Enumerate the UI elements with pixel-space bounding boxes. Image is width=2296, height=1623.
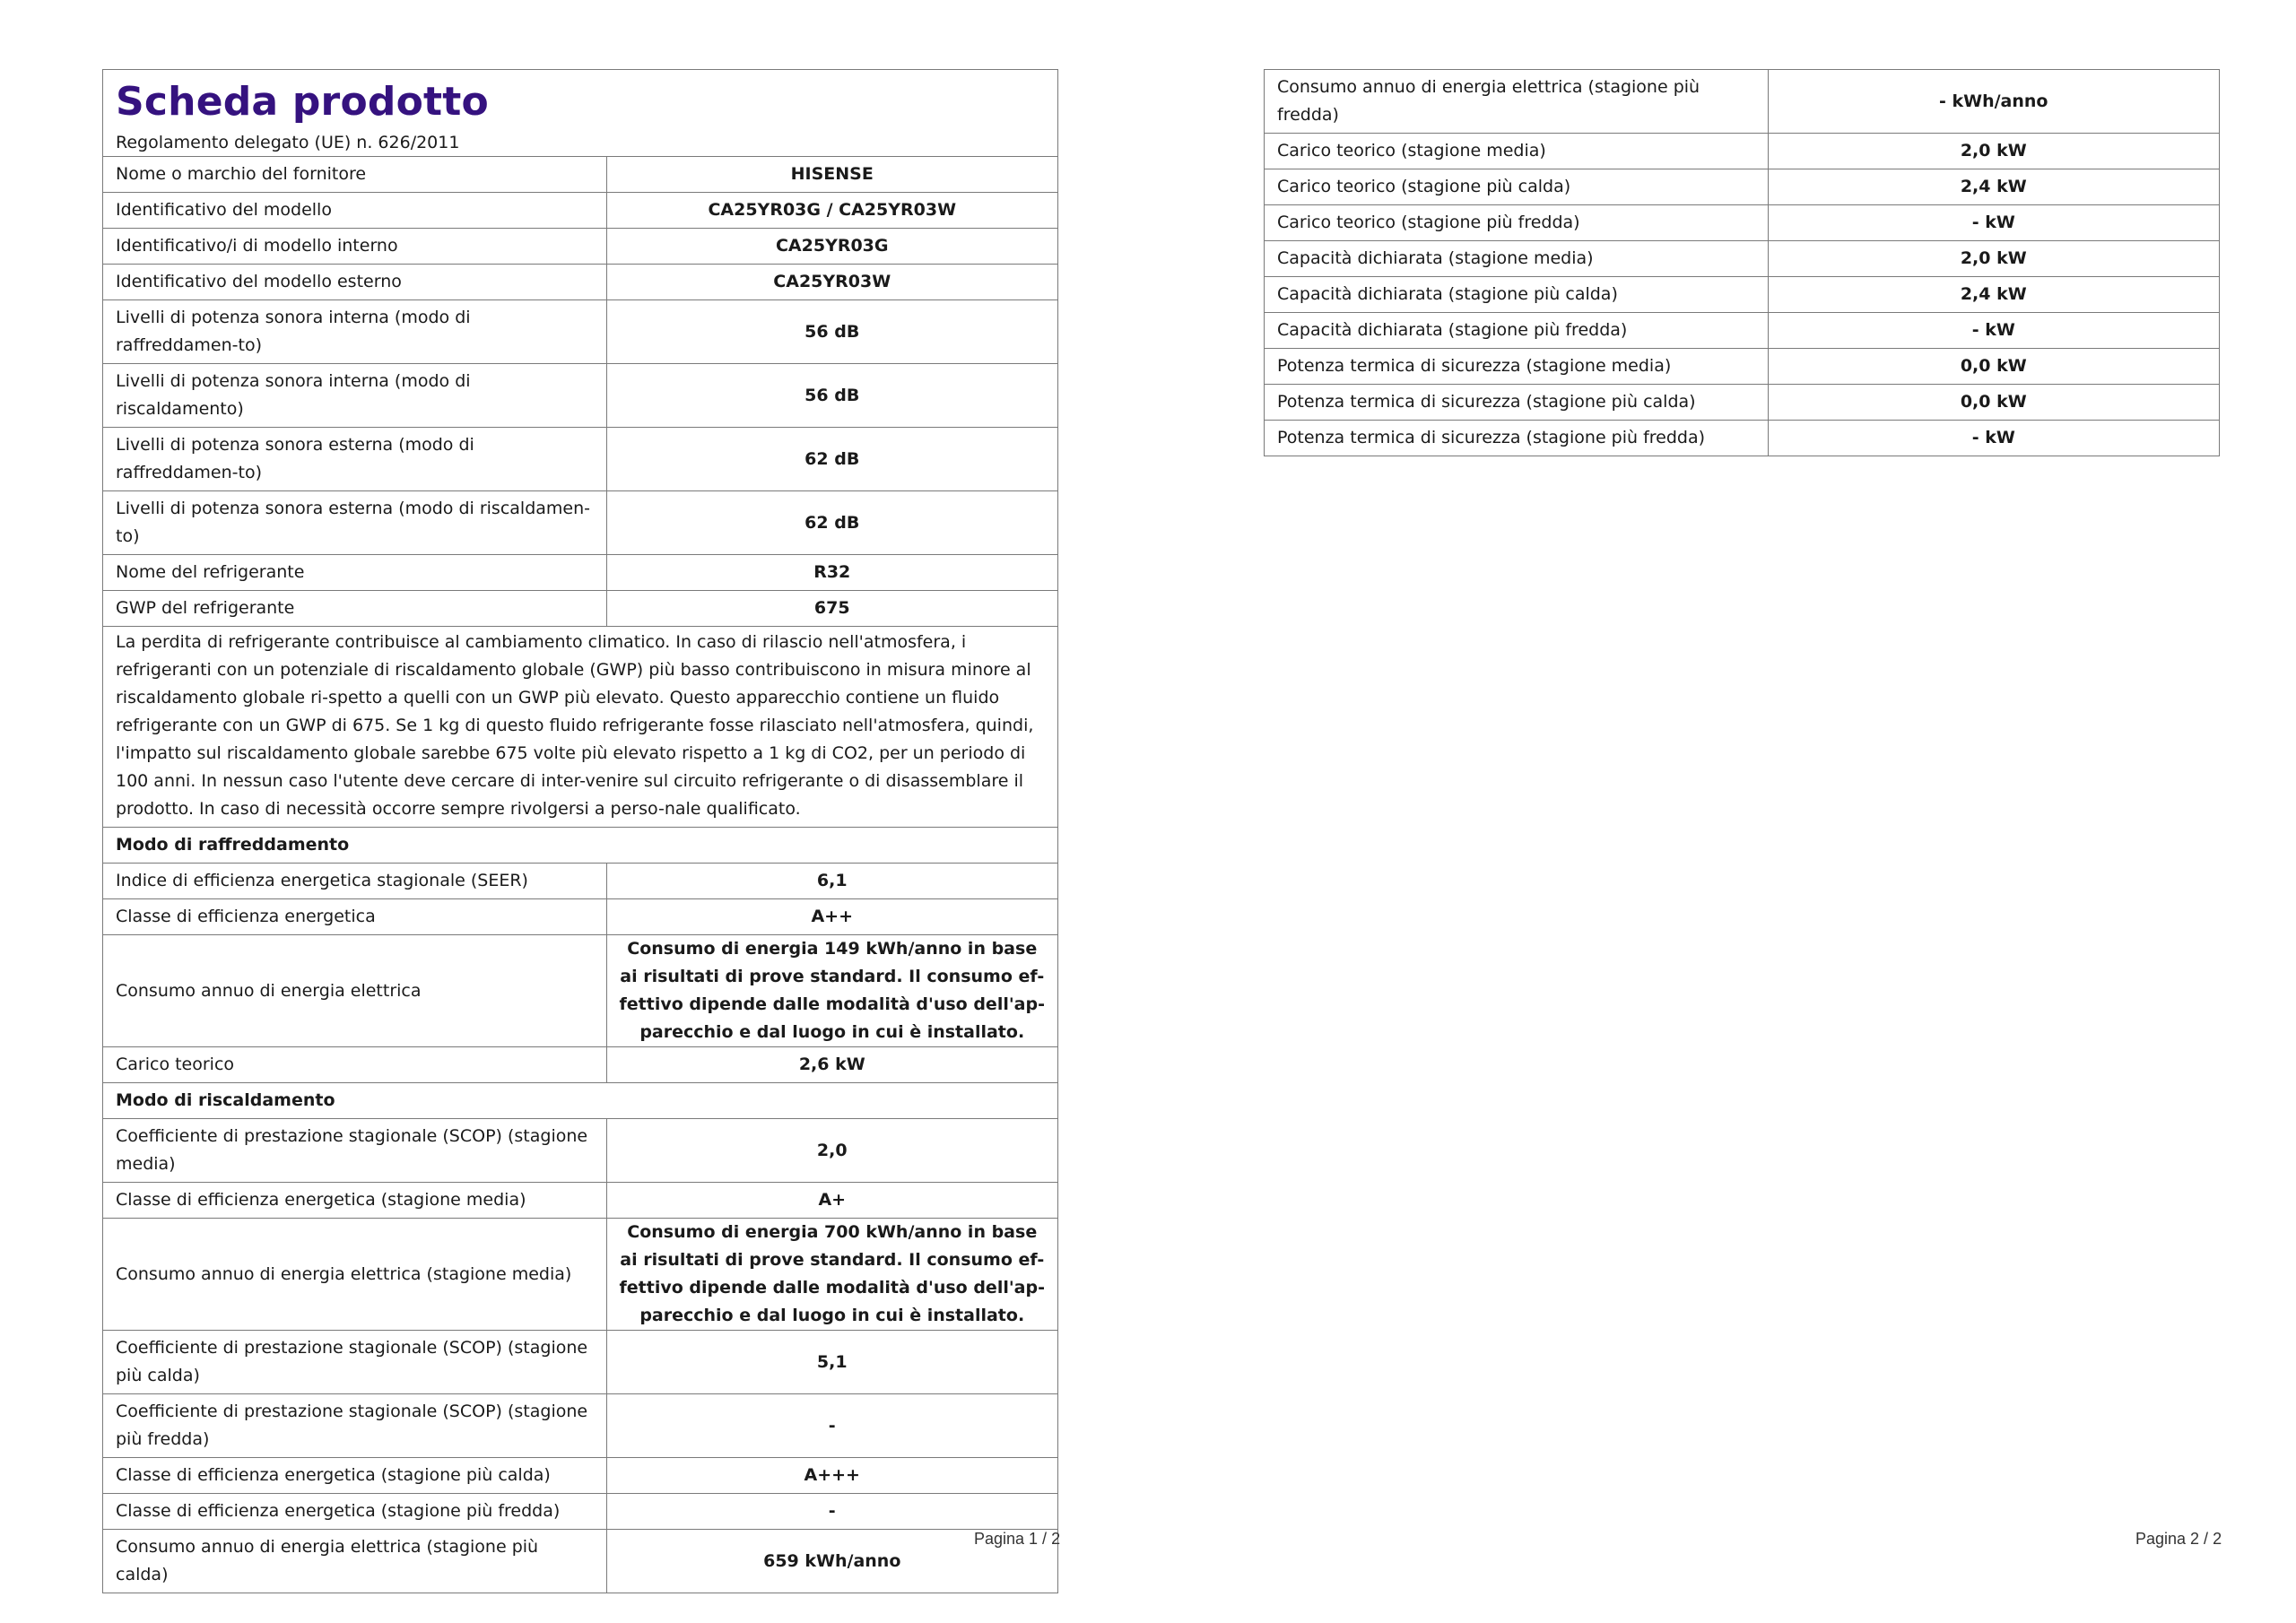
row-value: 2,0 kW [1768, 241, 2220, 277]
table-row [103, 1394, 1058, 1458]
row-value: 0,0 kW [1768, 385, 2220, 421]
product-sheet-page-2 [1264, 69, 2220, 456]
table-row [103, 1494, 1058, 1530]
row-label: Identificativo del modello [103, 193, 607, 229]
row-value: 56 dB [606, 364, 1058, 428]
table-row [1265, 385, 2220, 421]
row-value: 5,1 [606, 1331, 1058, 1394]
row-value: 62 dB [606, 491, 1058, 555]
row-value: 659 kWh/anno [606, 1530, 1058, 1593]
table-row [1265, 205, 2220, 241]
row-label: Coefficiente di prestazione stagionale (SCOP) (stagione media) [103, 1119, 607, 1183]
table-row [1265, 313, 2220, 349]
row-label: Coefficiente di prestazione stagionale (SCOP) (stagione più fredda) [103, 1394, 607, 1458]
table-row [103, 864, 1058, 899]
row-label: Capacità dichiarata (stagione media) [1265, 241, 1769, 277]
row-label: Classe di efficienza energetica (stagione più calda) [103, 1458, 607, 1494]
table-row [103, 591, 1058, 627]
row-value: 2,0 [606, 1119, 1058, 1183]
row-value: - kW [1768, 205, 2220, 241]
page-number: Pagina 1 / 2 [974, 1530, 1061, 1548]
row-value: 0,0 kW [1768, 349, 2220, 385]
product-data-table [102, 156, 1061, 1593]
table-row [103, 1219, 1058, 1331]
product-sheet-page-1 [102, 69, 1061, 1593]
row-value: - [606, 1394, 1058, 1458]
page-title: Scheda prodotto [116, 79, 489, 125]
row-label: Carico teorico [103, 1047, 607, 1083]
table-row [1265, 277, 2220, 313]
row-label: Potenza termica di sicurezza (stagione più fredda) [1265, 421, 1769, 456]
row-value: CA25YR03G / CA25YR03W [606, 193, 1058, 229]
row-label: Indice di efficienza energetica stagionale (SEER) [103, 864, 607, 899]
row-label: Carico teorico (stagione più calda) [1265, 169, 1769, 205]
table-row [103, 491, 1058, 555]
table-row [103, 229, 1058, 265]
row-value: A++ [606, 899, 1058, 935]
row-label: Capacità dichiarata (stagione più calda) [1265, 277, 1769, 313]
table-row [103, 157, 1058, 193]
row-value: HISENSE [606, 157, 1058, 193]
row-value: A+ [606, 1183, 1058, 1219]
product-data-table [1264, 69, 2220, 456]
row-value: R32 [606, 555, 1058, 591]
table-row [103, 627, 1058, 828]
row-label: Consumo annuo di energia elettrica (stagione più fredda) [1265, 70, 1769, 134]
table-row [1265, 241, 2220, 277]
refrigerant-note: La perdita di refrigerante contribuisce al cambiamento climatico. In caso di rilascio nell'atmosfera, i refrigeranti con un potenziale di riscaldamento globale (GWP) più basso contribuiscono in misura minore al riscaldamento globale ri-spetto a quelli con un GWP più elevato. Questo apparecchio contiene un fluido refrigerante con un GWP di 675. Se 1 kg di questo fluido refrigerante fosse rilasciato nell'atmosfera, quindi, l'impatto sul riscaldamento globale sarebbe 675 volte più elevato rispetto a 1 kg di CO2, per un periodo di 100 anni. In nessun caso l'utente deve cercare di inter-venire sul circuito refrigerante o di disassemblare il prodotto. In caso di necessità occorre sempre rivolgersi a perso-nale qualificato. [103, 627, 1058, 828]
table-row [103, 265, 1058, 300]
row-label: Identificativo del modello esterno [103, 265, 607, 300]
row-label: Classe di efficienza energetica (stagione media) [103, 1183, 607, 1219]
row-label: Carico teorico (stagione media) [1265, 134, 1769, 169]
row-label: Livelli di potenza sonora esterna (modo di raffreddamen-to) [103, 428, 607, 491]
table-row [103, 1183, 1058, 1219]
row-value: - [606, 1494, 1058, 1530]
table-row [103, 1047, 1058, 1083]
row-value: - kWh/anno [1768, 70, 2220, 134]
table-row [1265, 169, 2220, 205]
row-label: Consumo annuo di energia elettrica [103, 935, 607, 1047]
row-label: Potenza termica di sicurezza (stagione più calda) [1265, 385, 1769, 421]
row-value: 6,1 [606, 864, 1058, 899]
table-row [103, 1119, 1058, 1183]
section-heading-heating: Modo di riscaldamento [103, 1083, 1058, 1119]
row-value: A+++ [606, 1458, 1058, 1494]
row-value: 675 [606, 591, 1058, 627]
table-row [103, 899, 1058, 935]
row-value: 2,4 kW [1768, 277, 2220, 313]
row-value: - kW [1768, 313, 2220, 349]
table-row [103, 193, 1058, 229]
row-label: Coefficiente di prestazione stagionale (SCOP) (stagione più calda) [103, 1331, 607, 1394]
page-number: Pagina 2 / 2 [2135, 1530, 2222, 1548]
table-row [103, 555, 1058, 591]
row-value: CA25YR03W [606, 265, 1058, 300]
table-row [103, 300, 1058, 364]
table-row [103, 935, 1058, 1047]
row-value: Consumo di energia 149 kWh/anno in base ai risultati di prove standard. Il consumo ef-fettivo dipende dalle modalità d'uso dell'ap-parecchio e dal luogo in cui è installato. [606, 935, 1058, 1047]
row-value: 56 dB [606, 300, 1058, 364]
row-value: 2,6 kW [606, 1047, 1058, 1083]
row-label: Livelli di potenza sonora interna (modo di riscaldamento) [103, 364, 607, 428]
row-value: 62 dB [606, 428, 1058, 491]
row-label: Classe di efficienza energetica [103, 899, 607, 935]
row-label: Nome del refrigerante [103, 555, 607, 591]
table-row [1265, 421, 2220, 456]
row-label: Classe di efficienza energetica (stagione più fredda) [103, 1494, 607, 1530]
table-row [103, 1458, 1058, 1494]
regulation-reference: Regolamento delegato (UE) n. 626/2011 [116, 133, 460, 152]
row-label: Livelli di potenza sonora interna (modo di raffreddamen-to) [103, 300, 607, 364]
row-label: Capacità dichiarata (stagione più fredda) [1265, 313, 1769, 349]
sheet-header [102, 69, 1058, 156]
table-row [103, 1331, 1058, 1394]
row-label: Consumo annuo di energia elettrica (stagione più calda) [103, 1530, 607, 1593]
row-value: 2,0 kW [1768, 134, 2220, 169]
table-row [1265, 70, 2220, 134]
table-row [103, 1530, 1058, 1593]
row-value: CA25YR03G [606, 229, 1058, 265]
section-heading-cooling: Modo di raffreddamento [103, 828, 1058, 864]
table-row [103, 828, 1058, 864]
row-label: Potenza termica di sicurezza (stagione media) [1265, 349, 1769, 385]
row-label: Livelli di potenza sonora esterna (modo di riscaldamen-to) [103, 491, 607, 555]
row-label: Consumo annuo di energia elettrica (stagione media) [103, 1219, 607, 1331]
row-label: Nome o marchio del fornitore [103, 157, 607, 193]
row-value: Consumo di energia 700 kWh/anno in base ai risultati di prove standard. Il consumo ef-fettivo dipende dalle modalità d'uso dell'ap-parecchio e dal luogo in cui è installato. [606, 1219, 1058, 1331]
row-label: GWP del refrigerante [103, 591, 607, 627]
row-label: Identificativo/i di modello interno [103, 229, 607, 265]
table-row [103, 428, 1058, 491]
table-row [1265, 349, 2220, 385]
row-label: Carico teorico (stagione più fredda) [1265, 205, 1769, 241]
table-row [1265, 134, 2220, 169]
row-value: - kW [1768, 421, 2220, 456]
row-value: 2,4 kW [1768, 169, 2220, 205]
table-row [103, 364, 1058, 428]
table-row [103, 1083, 1058, 1119]
